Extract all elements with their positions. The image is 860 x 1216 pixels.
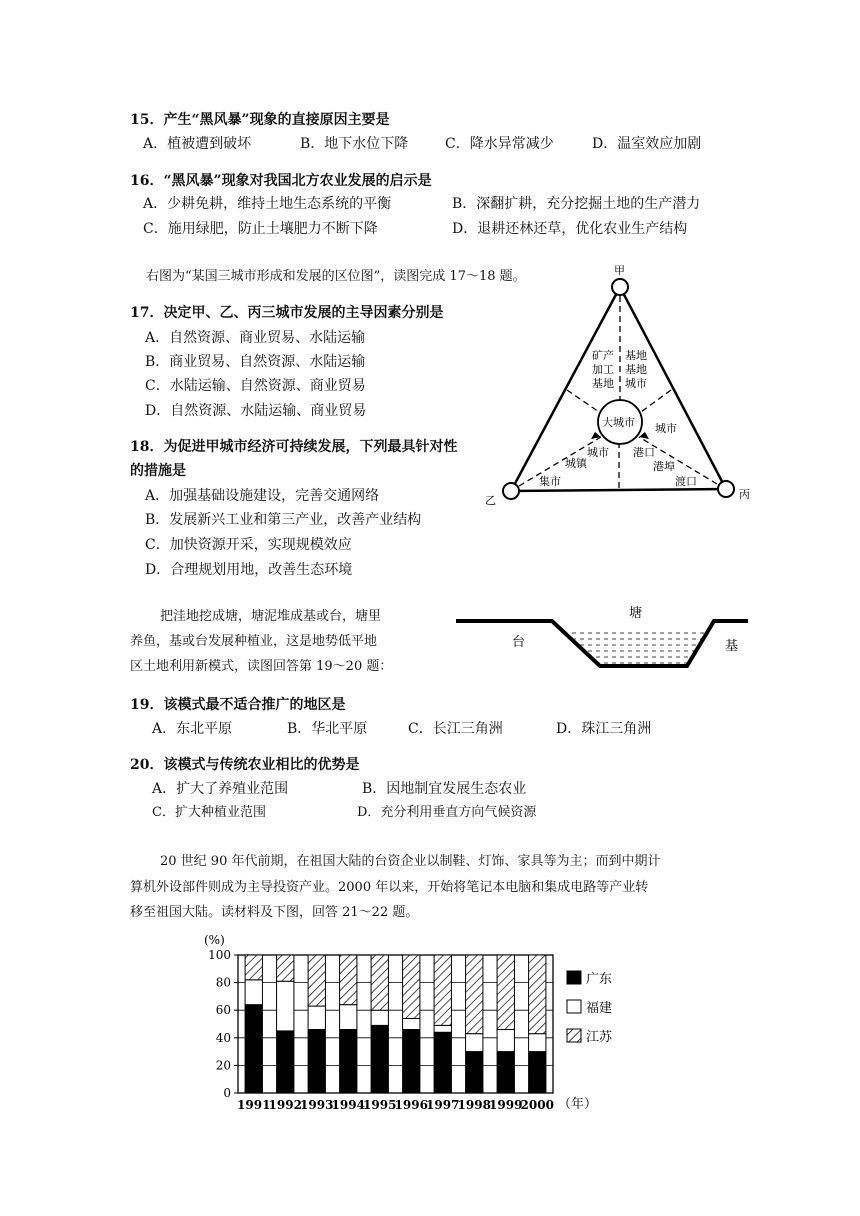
q20-options-row2 bbox=[0, 804, 860, 822]
bar-segment-jiangsu bbox=[497, 955, 514, 1030]
y-tick-label: 60 bbox=[215, 1003, 231, 1018]
intro-21-22-line3: 移至祖国大陆。读材料及下图，回答 21～22 题。 bbox=[130, 905, 419, 920]
legend-swatch bbox=[567, 971, 581, 984]
bar-segment-jiangsu bbox=[529, 955, 546, 1034]
city-bing-marker bbox=[718, 481, 734, 497]
q15-option-b: B．地下水位下降 bbox=[300, 136, 409, 152]
q16-option-d: D．退耕还林还草，优化农业生产结构 bbox=[452, 221, 688, 237]
y-tick-label: 80 bbox=[215, 975, 231, 990]
bar-segment-fujian bbox=[529, 1034, 546, 1052]
q16-options-row2 bbox=[0, 220, 860, 238]
x-tick-label: 1996 bbox=[394, 1098, 428, 1112]
q15-option-c: C．降水异常减少 bbox=[445, 136, 554, 152]
bar-segment-jiangsu bbox=[371, 955, 388, 1010]
bar-segment-jiangsu bbox=[466, 955, 483, 1034]
x-tick-label: 1993 bbox=[300, 1098, 334, 1112]
y-tick-label: 40 bbox=[215, 1030, 231, 1045]
q17-option-c: C．水陆运输、自然资源、商业贸易 bbox=[145, 378, 366, 394]
label-market: 集市 bbox=[539, 475, 561, 488]
pond-dike-diagram bbox=[452, 600, 752, 680]
y-axis-unit: (%) bbox=[204, 933, 225, 947]
city-location-triangle-diagram bbox=[485, 262, 755, 510]
q19-option-a: A．东北平原 bbox=[152, 721, 233, 737]
q18-option-a: A．加强基础设施建设，完善交通网络 bbox=[145, 488, 380, 504]
q20-option-b: B．因地制宜发展生态农业 bbox=[362, 781, 527, 797]
label-mineral-1: 矿产 bbox=[592, 349, 614, 362]
q19-option-d: D．珠江三角洲 bbox=[556, 721, 652, 737]
label-harbor: 港埠 bbox=[653, 460, 675, 473]
intro-21-22-line2: 算机外设部件则成为主导投资产业。2000 年以来，开始将笔记本电脑和集成电路等产业转 bbox=[130, 880, 649, 895]
bar-segment-guangdong bbox=[529, 1052, 546, 1093]
x-tick-label: 1997 bbox=[426, 1098, 460, 1112]
label-jia: 甲 bbox=[614, 264, 625, 277]
x-tick-label: 1992 bbox=[268, 1098, 302, 1112]
intro-19-20-line3: 区土地利用新模式，读图回答第 19～20 题： bbox=[130, 659, 393, 674]
bar-segment-jiangsu bbox=[245, 955, 262, 980]
q16-option-c: C．施用绿肥，防止土壤肥力不断下降 bbox=[143, 221, 378, 237]
bar-segment-fujian bbox=[466, 1034, 483, 1052]
bar-segment-jiangsu bbox=[277, 955, 294, 981]
label-dike: 基 bbox=[725, 639, 739, 654]
x-tick-label: 1994 bbox=[331, 1098, 365, 1112]
bar-segment-guangdong bbox=[403, 1030, 420, 1093]
bar-segment-guangdong bbox=[497, 1052, 514, 1093]
label-big-city: 大城市 bbox=[602, 416, 635, 429]
q18-stem-line1: 18．为促进甲城市经济可持续发展，下列最具针对性 bbox=[130, 439, 458, 455]
q17-stem: 17．决定甲、乙、丙三城市发展的主导因素分别是 bbox=[130, 305, 444, 321]
label-pond: 塘 bbox=[629, 606, 643, 621]
q20-option-c: C．扩大种植业范围 bbox=[152, 805, 266, 820]
bar-segment-fujian bbox=[497, 1030, 514, 1052]
bar-segment-fujian bbox=[371, 1010, 388, 1025]
label-ferry: 渡口 bbox=[675, 475, 697, 488]
q16-option-a: A．少耕免耕，维持土地生态系统的平衡 bbox=[143, 196, 392, 212]
label-base-3: 城市 bbox=[625, 377, 647, 390]
x-tick-label: 1998 bbox=[457, 1098, 491, 1112]
q18-option-c: C．加快资源开采，实现规模效应 bbox=[145, 537, 352, 553]
label-town: 城镇 bbox=[565, 457, 587, 470]
q20-option-d: D．充分利用垂直方向气候资源 bbox=[357, 805, 537, 820]
legend-label: 福建 bbox=[586, 1001, 613, 1016]
label-mineral-2: 加工 bbox=[592, 363, 614, 376]
label-bing: 丙 bbox=[739, 488, 750, 501]
legend-swatch bbox=[567, 1000, 581, 1013]
bar-segment-guangdong bbox=[277, 1031, 294, 1093]
taiwan-investment-stacked-bar-chart bbox=[190, 928, 620, 1114]
q15-options bbox=[0, 135, 860, 153]
bar-segment-jiangsu bbox=[340, 955, 357, 1005]
bar-segment-guangdong bbox=[245, 1005, 262, 1093]
x-tick-label: 2000 bbox=[520, 1098, 554, 1112]
x-tick-label: 1995 bbox=[363, 1098, 397, 1112]
legend-label: 江苏 bbox=[586, 1030, 613, 1045]
label-port: 港口 bbox=[633, 446, 655, 459]
q16-stem: 16．“黑风暴”现象对我国北方农业发展的启示是 bbox=[130, 173, 432, 189]
y-tick-label: 20 bbox=[215, 1058, 231, 1073]
q15-option-a: A．植被遭到破坏 bbox=[143, 136, 252, 152]
label-city-lower: 城市 bbox=[587, 446, 609, 459]
bar-segment-guangdong bbox=[308, 1030, 325, 1093]
q18-option-b: B．发展新兴工业和第三产业，改善产业结构 bbox=[145, 512, 422, 528]
bar-segment-guangdong bbox=[340, 1030, 357, 1093]
q20-option-a: A．扩大了养殖业范围 bbox=[152, 781, 289, 797]
bar-segment-guangdong bbox=[371, 1025, 388, 1093]
q19-stem: 19．该模式最不适合推广的地区是 bbox=[130, 697, 346, 713]
q17-option-b: B．商业贸易、自然资源、水陆运输 bbox=[145, 354, 366, 370]
bar-segment-fujian bbox=[434, 1025, 451, 1032]
q16-option-b: B．深翻扩耕，充分挖掘土地的生产潜力 bbox=[452, 196, 701, 212]
label-base-1: 基地 bbox=[625, 349, 647, 362]
q18-option-d: D．合理规划用地，改善生态环境 bbox=[145, 562, 353, 578]
bar-segment-guangdong bbox=[434, 1032, 451, 1093]
label-mineral-3: 基地 bbox=[592, 377, 614, 390]
x-tick-label: 1999 bbox=[489, 1098, 523, 1112]
bar-segment-jiangsu bbox=[403, 955, 420, 1018]
intro-17-18: 右图为“某国三城市形成和发展的区位图”，读图完成 17～18 题。 bbox=[146, 269, 526, 284]
q15-option-d: D．温室效应加剧 bbox=[592, 136, 702, 152]
bar-segment-jiangsu bbox=[434, 955, 451, 1025]
x-tick-label: 1991 bbox=[237, 1098, 271, 1112]
q19-options bbox=[0, 720, 860, 738]
label-city-right: 城市 bbox=[655, 422, 677, 435]
intro-21-22-line1: 20 世纪 90 年代前期，在祖国大陆的台资企业以制鞋、灯饰、家具等为主；而到中期计 bbox=[160, 854, 661, 869]
y-tick-label: 100 bbox=[208, 948, 231, 962]
intro-19-20-line2: 养鱼，基或台发展种植业，这是地势低平地 bbox=[130, 634, 378, 649]
q15-stem: 15．产生“黑风暴”现象的直接原因主要是 bbox=[130, 112, 390, 128]
q17-option-d: D．自然资源、水陆运输、商业贸易 bbox=[145, 403, 367, 419]
q19-option-b: B．华北平原 bbox=[287, 721, 368, 737]
y-tick-label: 0 bbox=[223, 1086, 231, 1100]
bar-segment-fujian bbox=[245, 980, 262, 1005]
bar-segment-jiangsu bbox=[308, 955, 325, 1006]
q19-option-c: C．长江三角洲 bbox=[408, 721, 503, 737]
bar-segment-fujian bbox=[403, 1018, 420, 1029]
city-yi-marker bbox=[503, 483, 519, 499]
q20-stem: 20．该模式与传统农业相比的优势是 bbox=[130, 757, 360, 773]
q17-option-a: A．自然资源、商业贸易、水陆运输 bbox=[145, 330, 366, 346]
city-jia-marker bbox=[612, 279, 628, 295]
label-platform: 台 bbox=[512, 635, 526, 650]
intro-19-20-line1: 把洼地挖成塘，塘泥堆成基或台，塘里 bbox=[160, 609, 382, 624]
label-base-2: 基地 bbox=[625, 363, 647, 376]
q18-stem-line2: 的措施是 bbox=[130, 463, 186, 479]
legend-label: 广东 bbox=[586, 972, 613, 987]
bar-segment-fujian bbox=[277, 981, 294, 1031]
bar-segment-fujian bbox=[340, 1005, 357, 1030]
bar-segment-fujian bbox=[308, 1006, 325, 1029]
legend-swatch bbox=[567, 1029, 581, 1042]
bar-segment-guangdong bbox=[466, 1052, 483, 1093]
q16-options-row1 bbox=[0, 195, 860, 213]
label-yi: 乙 bbox=[485, 494, 496, 507]
x-axis-unit: （年） bbox=[558, 1097, 598, 1112]
q20-options-row1 bbox=[0, 780, 860, 798]
